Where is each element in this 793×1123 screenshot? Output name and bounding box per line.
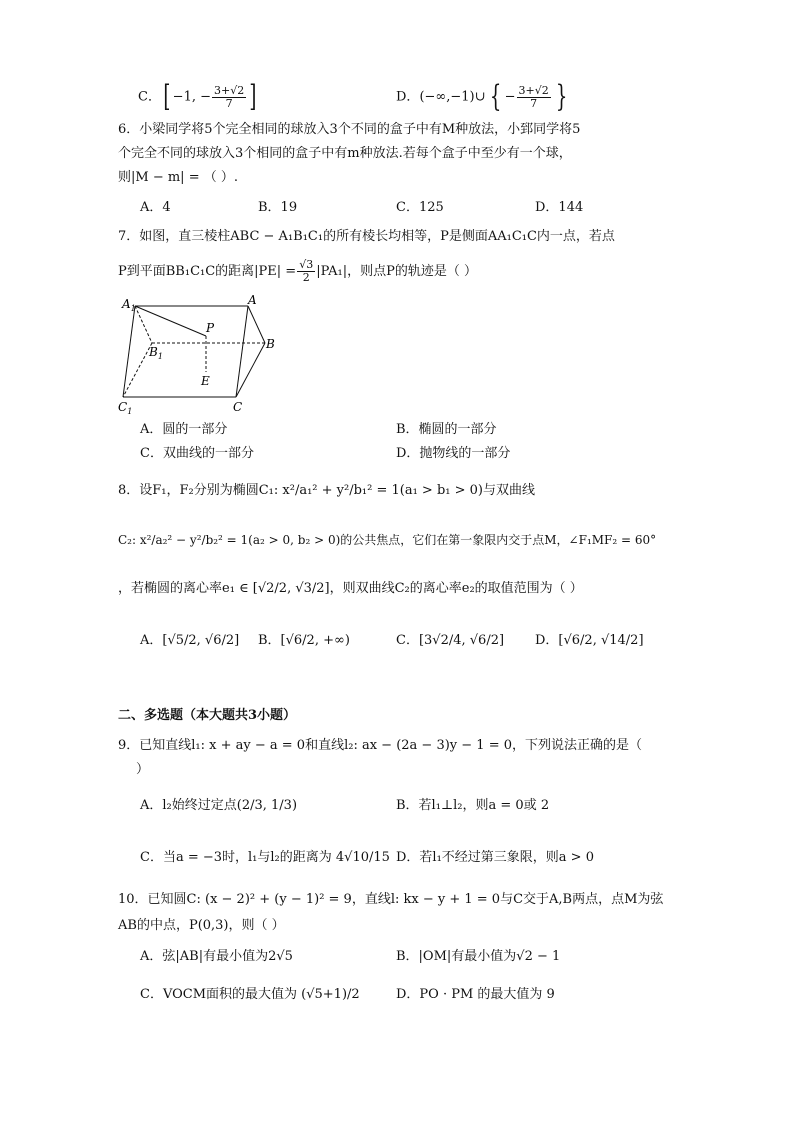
q10-line2: AB的中点，P(0,3)，则（ ） bbox=[118, 918, 285, 933]
q7-option-b: B．椭圆的一部分 bbox=[396, 422, 497, 437]
q6-line3: 则|M − m| = （ ）. bbox=[118, 170, 238, 185]
q8-option-d: D．[√6/2, √14/2] bbox=[535, 633, 644, 648]
q8-option-c: C．[3√2/4, √6/2] bbox=[396, 633, 505, 648]
label-b1: $B_1$ bbox=[149, 345, 163, 361]
q6-line2: 个完全不同的球放入3个相同的盒子中有m种放法.若每个盒子中至少有一个球， bbox=[118, 146, 572, 161]
q9-option-c: C．当a = −3时，l₁与l₂的距离为 4√10/15 bbox=[140, 850, 390, 865]
edge-b1-c1 bbox=[123, 343, 152, 397]
q10-option-c: C．VOCM面积的最大值为 (√5+1)/2 bbox=[140, 987, 360, 1002]
q5-option-c: C．[ −1, − $\frac{3+√2}{7}$ ] bbox=[138, 79, 257, 114]
q7-option-d: D．抛物线的一部分 bbox=[396, 446, 511, 461]
label-p: P bbox=[206, 321, 215, 335]
q10-option-d: D．PO · PM 的最大值为 9 bbox=[396, 987, 555, 1002]
q9-option-a: A．l₂始终过定点(2/3, 1/3) bbox=[140, 798, 298, 813]
q10-line1: 10．已知圆C: (x − 2)² + (y − 1)² = 9，直线l: kx − y + 1 = 0与C交于A,B两点，点M为弦 bbox=[118, 892, 664, 907]
edge-a-b bbox=[248, 306, 265, 343]
label-b: B bbox=[266, 337, 275, 351]
q8-option-a: A．[√5/2, √6/2] bbox=[140, 633, 240, 648]
q7-line2: P到平面BB₁C₁C的距离|PE| = $\frac{√3}{2}$ |PA₁|，则点P的轨迹是（ ） bbox=[118, 258, 478, 284]
segment-a1-p bbox=[135, 306, 206, 336]
label-a1: $A_1$ bbox=[122, 297, 136, 313]
label-c: C bbox=[233, 400, 243, 414]
edge-a1-b1 bbox=[135, 306, 152, 343]
q7-option-a: A．圆的一部分 bbox=[140, 422, 228, 437]
section-title: 二、多选题（本大题共3小题） bbox=[118, 708, 297, 723]
q10-option-a: A．弦|AB|有最小值为2√5 bbox=[140, 949, 293, 964]
q8-line3: ，若椭圆的离心率e₁ ∈ [√2/2, √3/2]，则双曲线C₂的离心率e₂的取值范围为（ ） bbox=[118, 581, 583, 596]
q8-line1: 8．设F₁，F₂分别为椭圆C₁: x²/a₁² + y²/b₁² = 1(a₁ > b₁ > 0)与双曲线 bbox=[118, 483, 535, 498]
q8-option-b: B．[√6/2, +∞) bbox=[258, 633, 350, 648]
q7-line1: 7．如图，直三棱柱ABC − A₁B₁C₁的所有棱长均相等，P是侧面AA₁C₁C内一点，若点 bbox=[118, 229, 615, 244]
label-a: A bbox=[248, 293, 257, 307]
edge-a-c bbox=[236, 306, 248, 397]
q6-line1: 6．小梁同学将5个完全相同的球放入3个不同的盒子中有M种放法，小郅同学将5 bbox=[118, 122, 581, 137]
edge-a1-c1 bbox=[123, 306, 135, 397]
q9-line1: 9．已知直线l₁: x + ay − a = 0和直线l₂: ax − (2a − 3)y − 1 = 0，下列说法正确的是（ bbox=[118, 738, 642, 753]
q7-option-c: C．双曲线的一部分 bbox=[140, 446, 254, 461]
q9-option-d: D．若l₁不经过第三象限，则a > 0 bbox=[396, 850, 594, 865]
q6-option-c: C．125 bbox=[396, 200, 444, 215]
prism-figure bbox=[115, 290, 285, 420]
label-c1: $C_1$ bbox=[118, 400, 133, 416]
label-e: E bbox=[201, 374, 210, 388]
q5-option-d: D．(−∞,−1)∪ { − $\frac{3+√2}{7}$ } bbox=[396, 79, 568, 114]
q10-option-b: B．|OM|有最小值为√2 − 1 bbox=[396, 949, 561, 964]
q8-line2: C₂: x²/a₂² − y²/b₂² = 1(a₂ > 0, b₂ > 0)的公共焦点，它们在第一象限内交于点M，∠F₁MF₂ = 60° bbox=[118, 533, 657, 547]
q6-option-b: B．19 bbox=[258, 200, 298, 215]
edge-b-c bbox=[236, 343, 265, 397]
q9-line2: ） bbox=[136, 762, 150, 777]
q6-option-a: A．4 bbox=[140, 200, 171, 215]
q9-option-b: B．若l₁⊥l₂，则a = 0或 2 bbox=[396, 798, 550, 813]
q6-option-d: D．144 bbox=[535, 200, 584, 215]
